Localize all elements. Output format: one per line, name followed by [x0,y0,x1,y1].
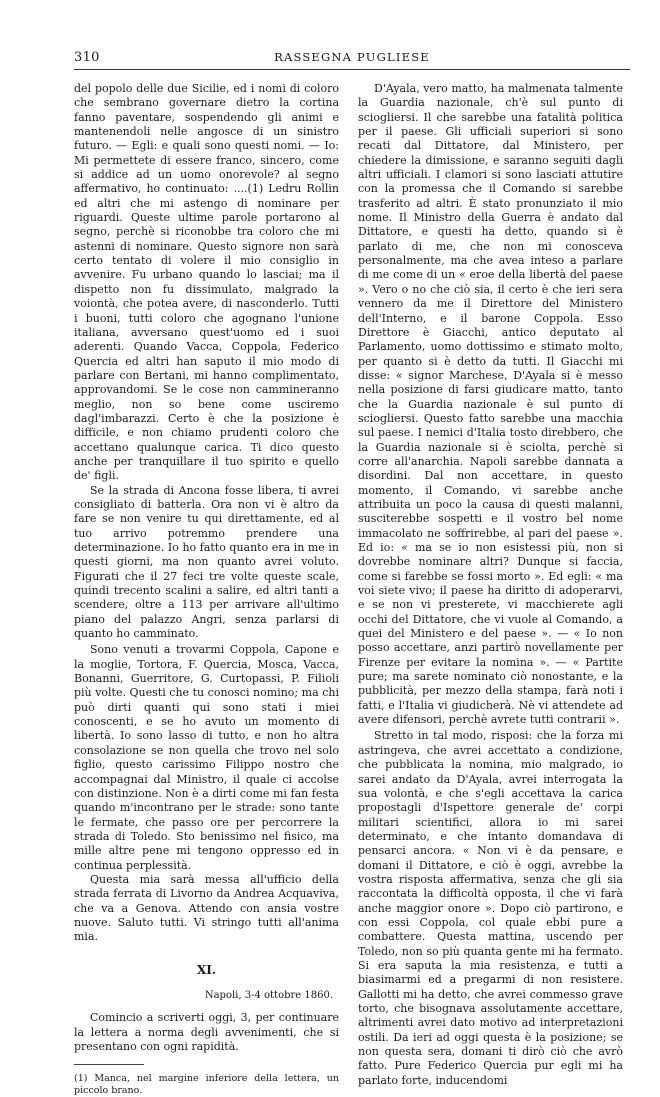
footnote: (1) Manca, nel margine inferiore della lettera, un piccolo brano. [74,1073,339,1097]
left-column [74,82,339,1097]
header-rule [74,69,630,70]
paragraph: Comincio a scriverti oggi, 3, per continuare la lettera a norma degli avvenimenti, che si presentano con ogni rapidità. [74,1011,339,1053]
dateline: Napoli, 3-4 ottobre 1860. [204,989,333,1001]
section-heading: XI. [196,962,217,977]
running-head: RASSEGNA PUGLIESE [274,50,430,64]
paragraph: Se la strada di Ancona fosse libera, ti avrei consigliato di batterla. Ora non vi è altro da fare se non venire tu qui direttamente, ed al tuo arrivo potremmo prendere una determinazione. Io ho fatto quanto era in me in questi giorni, ma non quanto avrei voluto. Figurati che il 27 feci tre volte queste scale, quindi trecento scalini a salire, ed altri tanti a scendere, oltre a 113 per arrivare all'ultimo piano del palazzo Angri, senza parlarsi di quanto ho camminato. [74,483,339,641]
paragraph: del popolo delle due Sicilie, ed i nomi di coloro che sembrano governare dietro la cortina fanno paventare, sospendendo gli animi e mantenendoli nelle angosce di un sinistro futuro. — Egli: e quali sono questi nomi. — Io: Mi permettete di essere franco, sincero, come si addice ad un uomo onorevole? al segno affermativo, ho continuato: ....(1) Ledru Rollin ed altri che mi astengo di nominare per riguardi. Queste ultime parole portarono al segno, perchè si riconobbe tra coloro che mi astenni di nominare. Questo signore non sarà certo tentato di volere il mio consiglio in avvenire. Fu urbano quando lo lasciai; ma il dispetto non fu dissimulato, malgrado la voiontà, che potea avere, di nasconderlo. Tutti i buoni, tutti coloro che agognano l'unione italiana, avversano quest'uomo ed i suoi aderenti. Quando Vacca, Coppola, Federico Quercia ed altri han saputo il mio modo di parlare con Bertani, mi hanno complimentato, approvandomi. Se le cose non cammineranno meglio, non so bene come usciremo dagl'imbarazzi. Certo è che la posizione è difficile, e non chiamo prudenti coloro che accettano qualunque carica. Ti dico questo anche per tranquillare il tuo spirito e quello de' figli. [74,82,339,483]
page-number: 310 [74,50,100,65]
paragraph: D'Ayala, vero matto, ha malmenata talmente la Guardia nazionale, ch'è sul punto di sciogliersi. Il che sarebbe una fatalità politica per il paese. Gli ufficiali superiori si sono recati dal Dittatore, dal Ministero, per chiedere la dimissione, e saranno seguiti dagli altri ufficiali. I clamori si sono lasciati attutire con la promessa che il Comando si sarebbe trasferito ad altri. È stato pronunziato il mio nome. Il Ministro della Guerra è andato dal Dittatore, e questi ha detto, quando si è parlato di me, che non mi conosceva personalmente, ma che avea inteso a parlare di me come di un « eroe della libertà del paese ». Vero o no che ciò sia, il certo è che ieri sera vennero da me il Direttore del Ministero dell'Interno, e il barone Coppola. Esso Direttore è Giacchi, antico deputato al Parlamento, uomo dottissimo e stimato molto, per quanto si è detto da tutti. Il Giacchi mi disse: « signor Marchese, D'Ayala si è messo nella posizione di farsi giudicare matto, tanto che la Guardia nazionale è sul punto di sciogliersi. Questo fatto sarebbe una macchia sul paese. I nemici d'Italia tosto direbbero, che la Guardia nazionale si è sciolta, perchè si corre all'anarchia. Napoli sarebbe dannata a disordini. Dal non accettare, in questo momento, il Comando, vi sarebbe anche attribuita un poco la causa di questi malanni, susciterebbe sospetti e il vostro bel nome immacolato ne soffrirebbe, al pari del paese ». Ed io: « ma se io non esistessi più, non si dovrebbe nominare altri? Dunque si faccia, come si farebbe se fossi morto ». Ed egli: « ma voi siete vivo; il paese ha diritto di adoperarvi, e se non vi presterete, vi macchierete agli occhi del Dittatore, che vi vuole al Comando, a quei del Ministero e del paese ». — « Io non posso accettare, anzi partirò novellamente per Firenze per evitare la nomina ». — « Partite pure; ma sarete nominato ciò nonostante, e la pubblicità, per mezzo della stampa, farà noti i fatti, e l'Italia vi giudicherà. Nè vi attendete ad avere difensori, perchè avrete tutti contrarii ». [358,82,623,727]
footnote-rule [74,1064,144,1065]
paragraph: Stretto in tal modo, risposi: che la forza mi astringeva, che avrei accettato a condizione, che pubblicata la nomina, mio malgrado, io sarei andato da D'Ayala, avrei interrogata la sua volontà, e che s'egli accettava la carica propostagli d'Ispettore generale de' corpi militari scientifici, allora io mi sarei determinato, e che intanto domandava di pensarci ancora. « Non vi è da pensare, e domani il Dittatore, e ciò è oggi, avrebbe la vostra risposta affermativa, senza che gli sia raccontata la difficoltà opposta, il che vi farà anche maggior onore ». Dopo ciò partirono, e con essi Coppola, col quale ebbi pure a combattere. Questa mattina, uscendo per Toledo, non so più quanta gente mi ha fermato. Si era saputa la mia resistenza, e tutti a biasimarmi ed a pregarmi di non resistere. Gallotti mi ha detto, che avrei commesso grave torto, che bisognava assolutamente accettare, altrimenti avrei dato motivo ad interpretazioni ostili. Da ieri ad oggi questa è la posizione; se non questa sera, domani ti dirò ciò che avrò fatto. Pure Federico Quercia pur egli mi ha parlato forte, inducendomi [358,729,623,1087]
right-column [358,82,623,1088]
paragraph: Questa mia sarà messa all'ufficio della strada ferrata di Livorno da Andrea Acquaviva, che va a Genova. Attendo con ansia vostre nuove. Saluto tutti. Vi stringo tutti all'anima mia. [74,872,339,944]
paragraph: Sono venuti a trovarmi Coppola, Capone e la moglie, Tortora, F. Quercia, Mosca, Vacca, Bonanni, Guerritore, G. Curtopassi, P. Filioli più volte. Questi che tu conosci nomino; ma chi può dirti quanti qui sono stati i miei conoscenti, e se ho avuto un momento di libertà. Io sono lasso di tutto, e non ho altra consolazione se non quella che trovo nel solo figlio, questo carissimo Filippo nostro che accompagnai dal Ministro, il quale ci accolse con distinzione. Non è a dirti come mi fan festa quando m'incontrano per le strade: sono tante le fermate, che passo ore per percorrere la strada di Toledo. Sto benissimo nel fisico, ma mille altre pene mi tengono oppresso ed in continua perplessità. [74,643,339,872]
